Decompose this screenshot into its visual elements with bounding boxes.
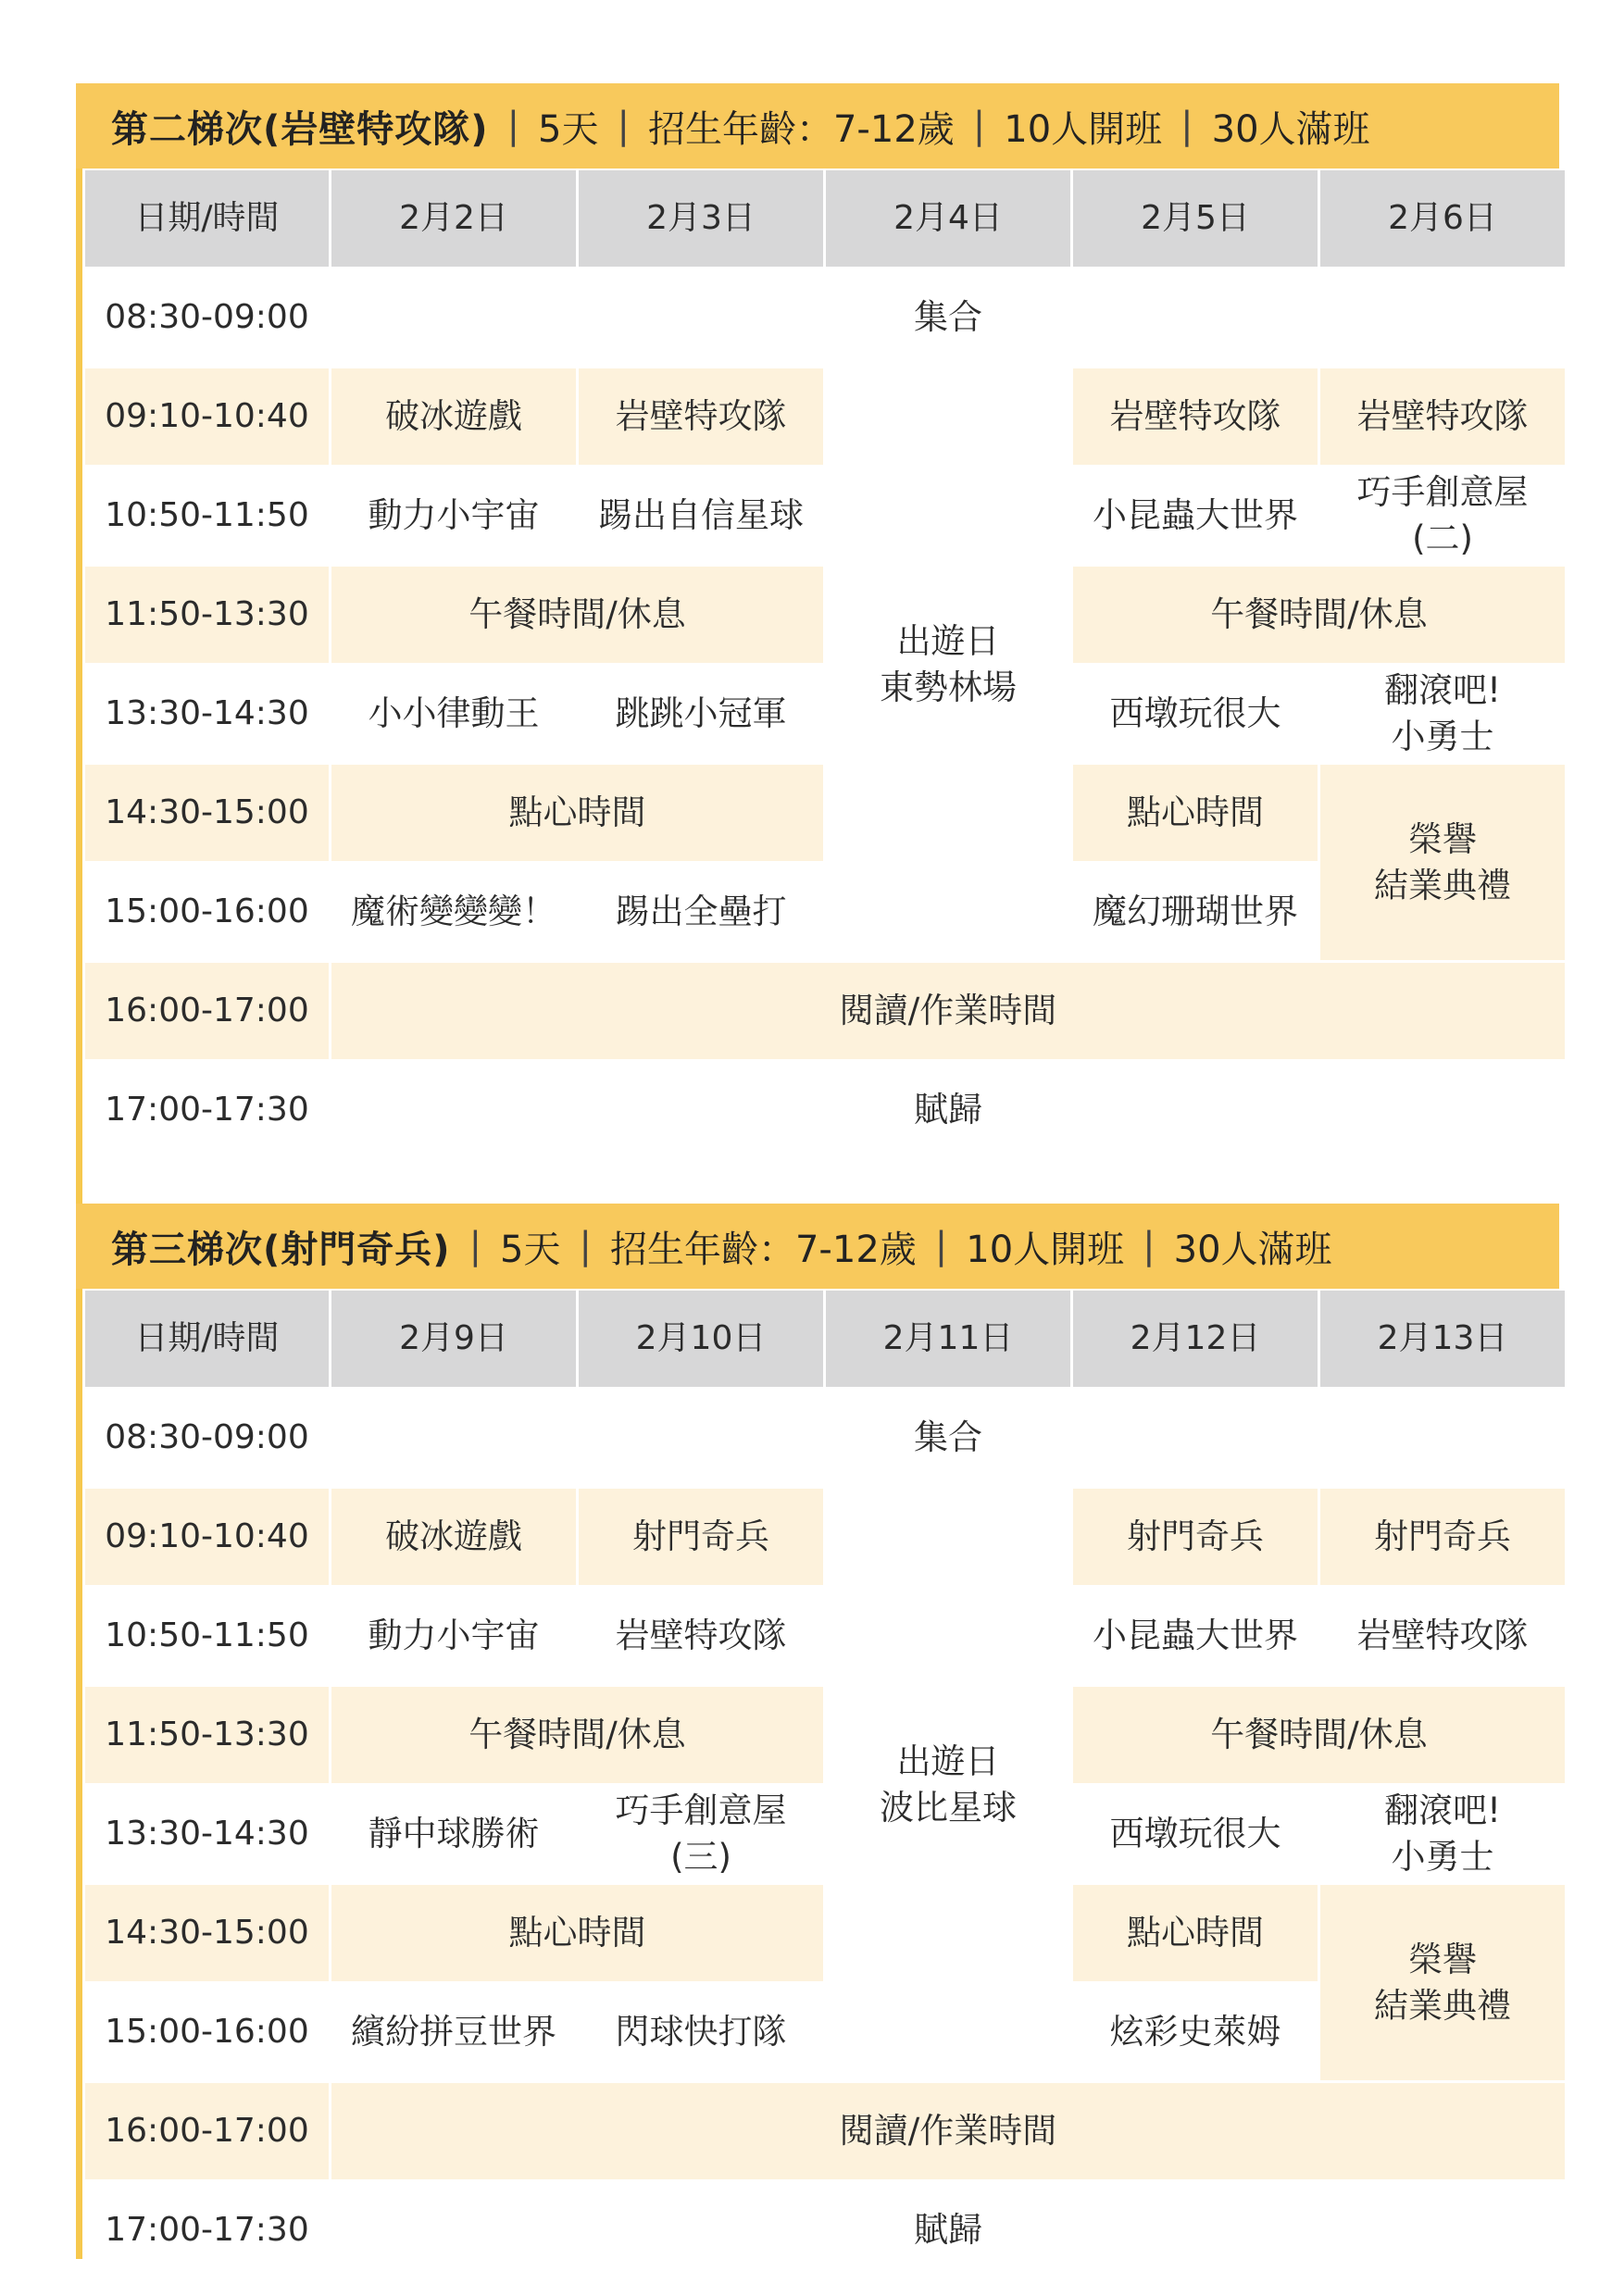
- header-cell: 日期/時間: [85, 170, 329, 267]
- time-cell: 10:50-11:50: [105, 496, 309, 534]
- graduation-line: 結業典禮: [1374, 1985, 1511, 2026]
- activity-cell: 射門奇兵: [579, 1489, 823, 1585]
- activity-cell: 岩壁特攻隊: [1356, 1616, 1529, 1655]
- activity-line: (三): [670, 1837, 731, 1877]
- activity-cell: 動力小宇宙: [368, 495, 540, 535]
- activity-cell: 射門奇兵: [1073, 1489, 1318, 1585]
- activity-line: 巧手創意屋: [1356, 472, 1529, 512]
- outing-cell: [826, 368, 1070, 960]
- activity-cell: 踢出自信星球: [598, 495, 804, 535]
- assembly-cell: 集合: [914, 1417, 982, 1457]
- activity-cell: 魔幻珊瑚世界: [1093, 892, 1298, 931]
- graduation-line: 結業典禮: [1374, 865, 1511, 905]
- assembly-cell: 集合: [914, 297, 982, 337]
- activity-cell: [1320, 666, 1565, 762]
- header-cell: 日期/時間: [85, 1291, 329, 1387]
- header-cell: 2月9日: [331, 1291, 576, 1387]
- activity-cell: 繽紛拼豆世界: [351, 2012, 556, 2052]
- age-range: 招生年齡：7-12歲: [647, 107, 955, 151]
- divider: |: [934, 1225, 948, 1267]
- header-cell: 2月6日: [1320, 170, 1565, 267]
- snack-cell: 點心時間: [331, 1885, 823, 1981]
- header-cell: 2月3日: [579, 170, 823, 267]
- activity-cell: 射門奇兵: [1320, 1489, 1565, 1585]
- header-cell: 2月2日: [331, 170, 576, 267]
- activity-cell: [1320, 1786, 1565, 1882]
- activity-cell: 岩壁特攻隊: [615, 1616, 787, 1655]
- divider: |: [506, 105, 520, 147]
- outing-label: 出遊日: [896, 1741, 1000, 1781]
- activity-cell: 西墩玩很大: [1109, 1814, 1281, 1853]
- time-cell: 15:00-16:00: [105, 2013, 309, 2051]
- activity-line: 翻滾吧!: [1384, 670, 1501, 710]
- activity-cell: 西墩玩很大: [1109, 693, 1281, 733]
- time-cell: 13:30-14:30: [105, 694, 309, 732]
- duration: 5天: [538, 107, 599, 151]
- schedule-section-2: [76, 83, 1559, 1129]
- activity-line: 翻滾吧!: [1384, 1791, 1501, 1830]
- time-cell: 11:50-13:30: [85, 567, 329, 663]
- activity-line: 小勇士: [1391, 717, 1494, 756]
- divider: |: [1143, 1225, 1156, 1267]
- time-cell: 10:50-11:50: [105, 1616, 309, 1654]
- time-cell: 11:50-13:30: [85, 1687, 329, 1783]
- outing-cell: [826, 1489, 1070, 2080]
- time-cell: 13:30-14:30: [105, 1815, 309, 1853]
- activity-cell: 跳跳小冠軍: [615, 693, 787, 733]
- snack-cell: 點心時間: [331, 765, 823, 861]
- schedule-table: [85, 1291, 1559, 2250]
- graduation-line: 榮譽: [1408, 818, 1477, 859]
- graduation-line: 榮譽: [1408, 1939, 1477, 1979]
- home-cell: 賦歸: [914, 2210, 982, 2250]
- section-title: 第三梯次(射門奇兵): [111, 1228, 451, 1271]
- time-cell: 17:00-17:30: [105, 2211, 309, 2249]
- activity-cell: 踢出全壘打: [615, 892, 787, 931]
- outing-place: 東勢林場: [880, 667, 1017, 707]
- min-enrollment: 10人開班: [966, 1228, 1125, 1271]
- time-cell: 15:00-16:00: [105, 892, 309, 930]
- activity-cell: 閃球快打隊: [615, 2012, 787, 2052]
- header-cell: 2月12日: [1073, 1291, 1318, 1387]
- accent-bar: [76, 83, 82, 2259]
- header-cell: 2月13日: [1320, 1291, 1565, 1387]
- time-cell: 09:10-10:40: [85, 1489, 329, 1585]
- time-cell: 09:10-10:40: [85, 368, 329, 465]
- lunch-cell: 午餐時間/休息: [331, 567, 823, 663]
- section-header: [76, 1204, 1559, 1289]
- activity-cell: 魔術變變變！: [351, 892, 556, 931]
- max-enrollment: 30人滿班: [1211, 107, 1370, 151]
- outing-place: 波比星球: [880, 1787, 1017, 1828]
- schedule-section-3: [76, 1204, 1559, 2250]
- snack-cell: 點心時間: [1073, 1885, 1318, 1981]
- outing-label: 出遊日: [896, 620, 1000, 661]
- snack-cell: 點心時間: [1073, 765, 1318, 861]
- activity-cell: 岩壁特攻隊: [579, 368, 823, 465]
- activity-line: 巧手創意屋: [615, 1791, 787, 1830]
- graduation-cell: [1320, 1885, 1565, 2080]
- divider: |: [972, 105, 986, 147]
- time-cell: 17:00-17:30: [105, 1091, 309, 1129]
- activity-cell: 小昆蟲大世界: [1093, 495, 1298, 535]
- activity-cell: 動力小宇宙: [368, 1616, 540, 1655]
- divider: |: [1181, 105, 1193, 147]
- reading-cell: 閱讀/作業時間: [331, 2083, 1565, 2179]
- duration: 5天: [500, 1228, 561, 1271]
- section-header: [76, 83, 1559, 168]
- header-cell: 2月10日: [579, 1291, 823, 1387]
- reading-cell: 閱讀/作業時間: [331, 963, 1565, 1059]
- header-cell: 2月4日: [826, 170, 1070, 267]
- activity-cell: 炫彩史萊姆: [1109, 2012, 1281, 2052]
- time-cell: 16:00-17:00: [85, 963, 329, 1059]
- time-cell: 14:30-15:00: [85, 765, 329, 861]
- time-cell: 08:30-09:00: [105, 1418, 309, 1456]
- min-enrollment: 10人開班: [1004, 107, 1163, 151]
- time-cell: 08:30-09:00: [105, 298, 309, 336]
- time-cell: 16:00-17:00: [85, 2083, 329, 2179]
- activity-cell: 靜中球勝術: [368, 1814, 540, 1853]
- section-title: 第二梯次(岩壁特攻隊): [111, 107, 489, 151]
- divider: |: [579, 1225, 592, 1267]
- time-cell: 14:30-15:00: [85, 1885, 329, 1981]
- activity-line: 小勇士: [1391, 1837, 1494, 1877]
- max-enrollment: 30人滿班: [1173, 1228, 1332, 1271]
- graduation-cell: [1320, 765, 1565, 960]
- lunch-cell: 午餐時間/休息: [331, 1687, 823, 1783]
- activity-cell: 小小律動王: [368, 693, 540, 733]
- activity-line: (二): [1412, 518, 1473, 558]
- lunch-cell: 午餐時間/休息: [1073, 567, 1565, 663]
- divider: |: [617, 105, 630, 147]
- schedule-table: [85, 170, 1559, 1129]
- activity-cell: 岩壁特攻隊: [1320, 368, 1565, 465]
- activity-cell: 岩壁特攻隊: [1073, 368, 1318, 465]
- age-range: 招生年齡：7-12歲: [609, 1228, 917, 1271]
- header-cell: 2月11日: [826, 1291, 1070, 1387]
- activity-cell: [1320, 468, 1565, 564]
- lunch-cell: 午餐時間/休息: [1073, 1687, 1565, 1783]
- activity-cell: 破冰遊戲: [331, 368, 576, 465]
- header-cell: 2月5日: [1073, 170, 1318, 267]
- home-cell: 賦歸: [914, 1090, 982, 1129]
- activity-cell: 破冰遊戲: [331, 1489, 576, 1585]
- activity-cell: 小昆蟲大世界: [1093, 1616, 1298, 1655]
- activity-cell: [579, 1786, 823, 1882]
- divider: |: [468, 1225, 482, 1267]
